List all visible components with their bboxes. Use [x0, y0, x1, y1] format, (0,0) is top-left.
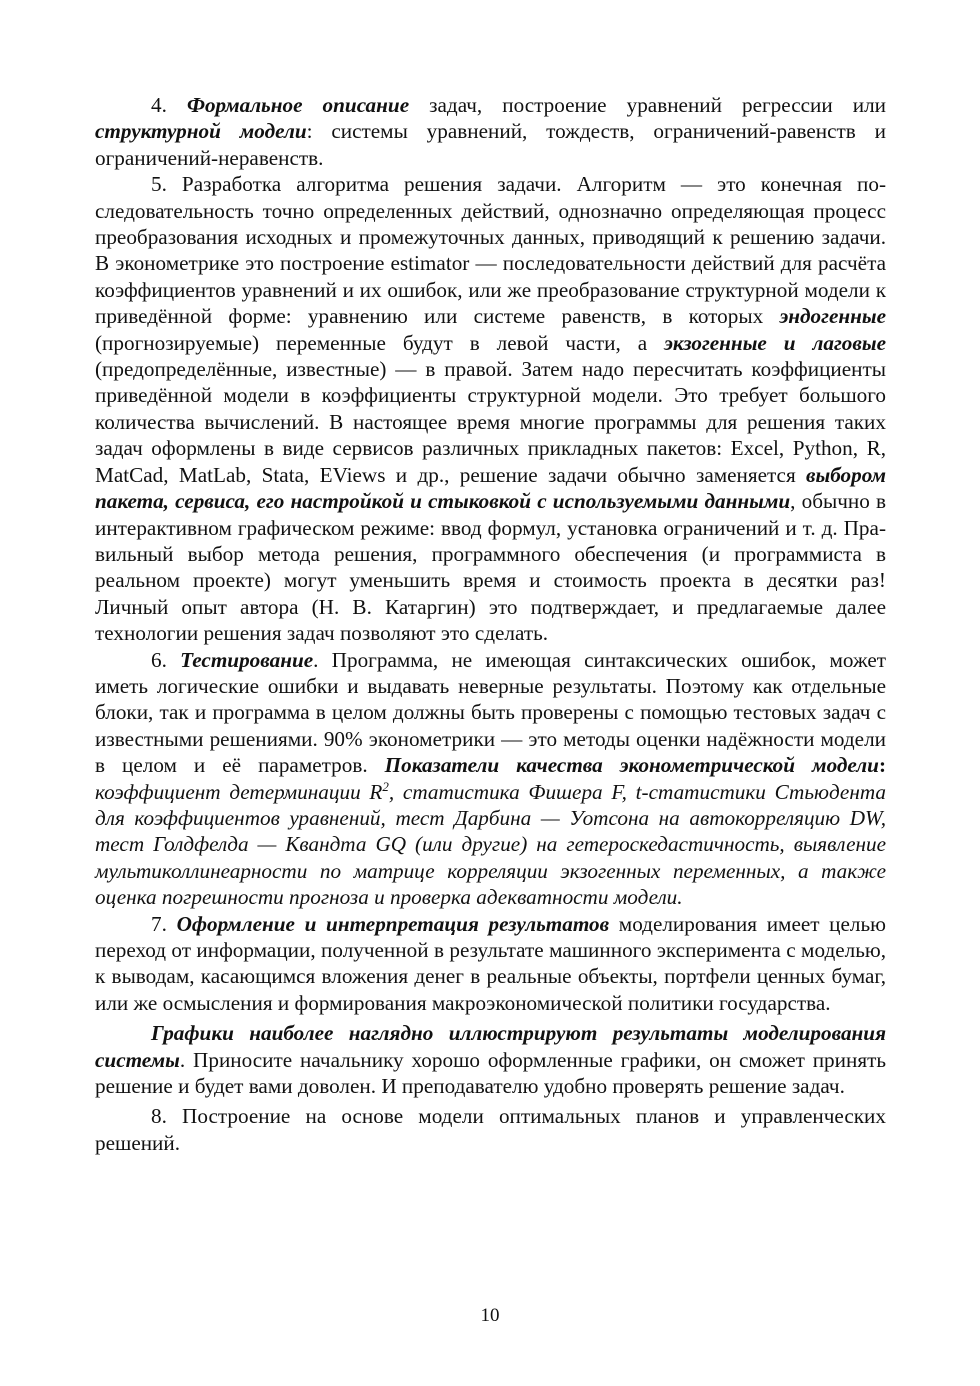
item-number: 4.	[151, 93, 187, 117]
paragraph-text: . Программа, не имеющая синтаксических ошибок, может иметь логические ошибки и выдавать неверные результаты. Поэтому как отдельные блоки, так и программа в целом должны быть проверены с помощью тестовых задач с известными решениями. 90% эконометрики — это методы оценки надёжности модели в целом и её параметров.	[95, 647, 887, 778]
italic-text: , статистика Фишера F, t-статистики Стьюдента для коэффициентов уравнений, тест Дарбина — Уотсона на автокорреляцию DW, тест Голдфелда — Квандта GQ (или другие) на гетероскедастичность, выявление мультиколлинеарности по матрице корреляции экзогенных переменных, а также оценка погрешности прогноза и проверка адекватности модели.	[95, 779, 886, 910]
paragraph-text: задач, построение уравнений регрессии или	[409, 93, 886, 117]
emphasis-text: выбором пакета, сервиса, его настройкой и стыковкой с используемыми данными	[95, 462, 886, 514]
paragraph-text: . Приносите начальнику хорошо оформленные графики, он сможет принять решение и будет вами доволен. И преподавателю удобно проверять решение задач.	[95, 1047, 886, 1099]
emphasis-text: структурной модели	[95, 119, 307, 144]
paragraph-graphs	[95, 1020, 886, 1099]
emphasis-text: Тестирование	[180, 647, 314, 672]
item-number: 6.	[151, 647, 181, 672]
document-body	[95, 92, 886, 1156]
paragraph-text: (прогнозируемые) переменные будут в левой части, а	[95, 330, 665, 355]
paragraph-text: , обычно в интерактивном графическом режиме: ввод формул, установка ограничений и т. д. Правильный выбор метода решения, программного обеспечения (и программиста в реальном проекте) могут уменьшить время и стоимость проекта в десятки раз! Личный опыт автора (Н. В. Катаргин) это подтверждает, и предлагаемые далее технологии решения задач позволяют это сделать.	[95, 489, 886, 646]
emphasis-text: эндогенные	[779, 304, 886, 329]
paragraph-item-6	[95, 647, 886, 911]
paragraph-text: 5. Разработка алгоритма решения задачи. Алгоритм — это конечная последовательность точно определенных действий, однозначно определяющая процесс преобразования исходных и промежуточных данных, приводящий к решению задачи. В эконометрике это построение estimator — последовательности действий для расчёта коэффициентов уравнений и их ошибок, или же преобразование структурной модели к приведённой форме: уравнению или системе равенств, в которых	[95, 172, 886, 329]
paragraph-item-7	[95, 911, 886, 1017]
colon: :	[878, 753, 886, 778]
emphasis-text: Показатели качества эконометрической модели	[384, 753, 879, 778]
paragraph-text: (предопределённые, известные) — в правой. Затем надо пересчитать коэффициенты приведённой модели в коэффициенты структурной модели. Это требует большого количества вычислений. В настоящее время многие программы для решения таких задач оформлены в виде сервисов различных прикладных пакетов: Excel, Python, R, MatCad, MatLab, Stata, EViews и др., решение задачи обычно заменяется	[95, 357, 886, 487]
paragraph-item-8	[95, 1103, 886, 1156]
emphasis-text: Графики наиболее наглядно иллюстрируют результаты моделирования системы	[95, 1021, 886, 1072]
paragraph-text: : системы уравнений, тождеств, ограничений-равенств и ограничений-неравенств.	[95, 119, 886, 170]
paragraph-text: моделирования имеет целью переход от информации, полученной в результате машинного эксперимента с моделью, к выводам, касающимся вложения денег в реальные объекты, портфели ценных бумаг, или же осмысления и формирования макроэкономической политики государства.	[95, 911, 886, 1015]
emphasis-text: Формальное описание	[186, 93, 410, 117]
paragraph-text: 8. Построение на основе модели оптимальных планов и управленческих решений.	[95, 1104, 886, 1155]
page-number: 10	[480, 1305, 500, 1326]
item-number: 7.	[151, 911, 177, 936]
paragraph-item-4	[95, 92, 886, 171]
emphasis-text: Оформление и интерпретация результатов	[176, 911, 610, 936]
emphasis-text: экзогенные и лаговые	[664, 330, 886, 355]
superscript: 2	[382, 778, 389, 794]
italic-text: коэффициент детерминации R	[95, 779, 383, 804]
paragraph-item-5	[95, 171, 886, 646]
